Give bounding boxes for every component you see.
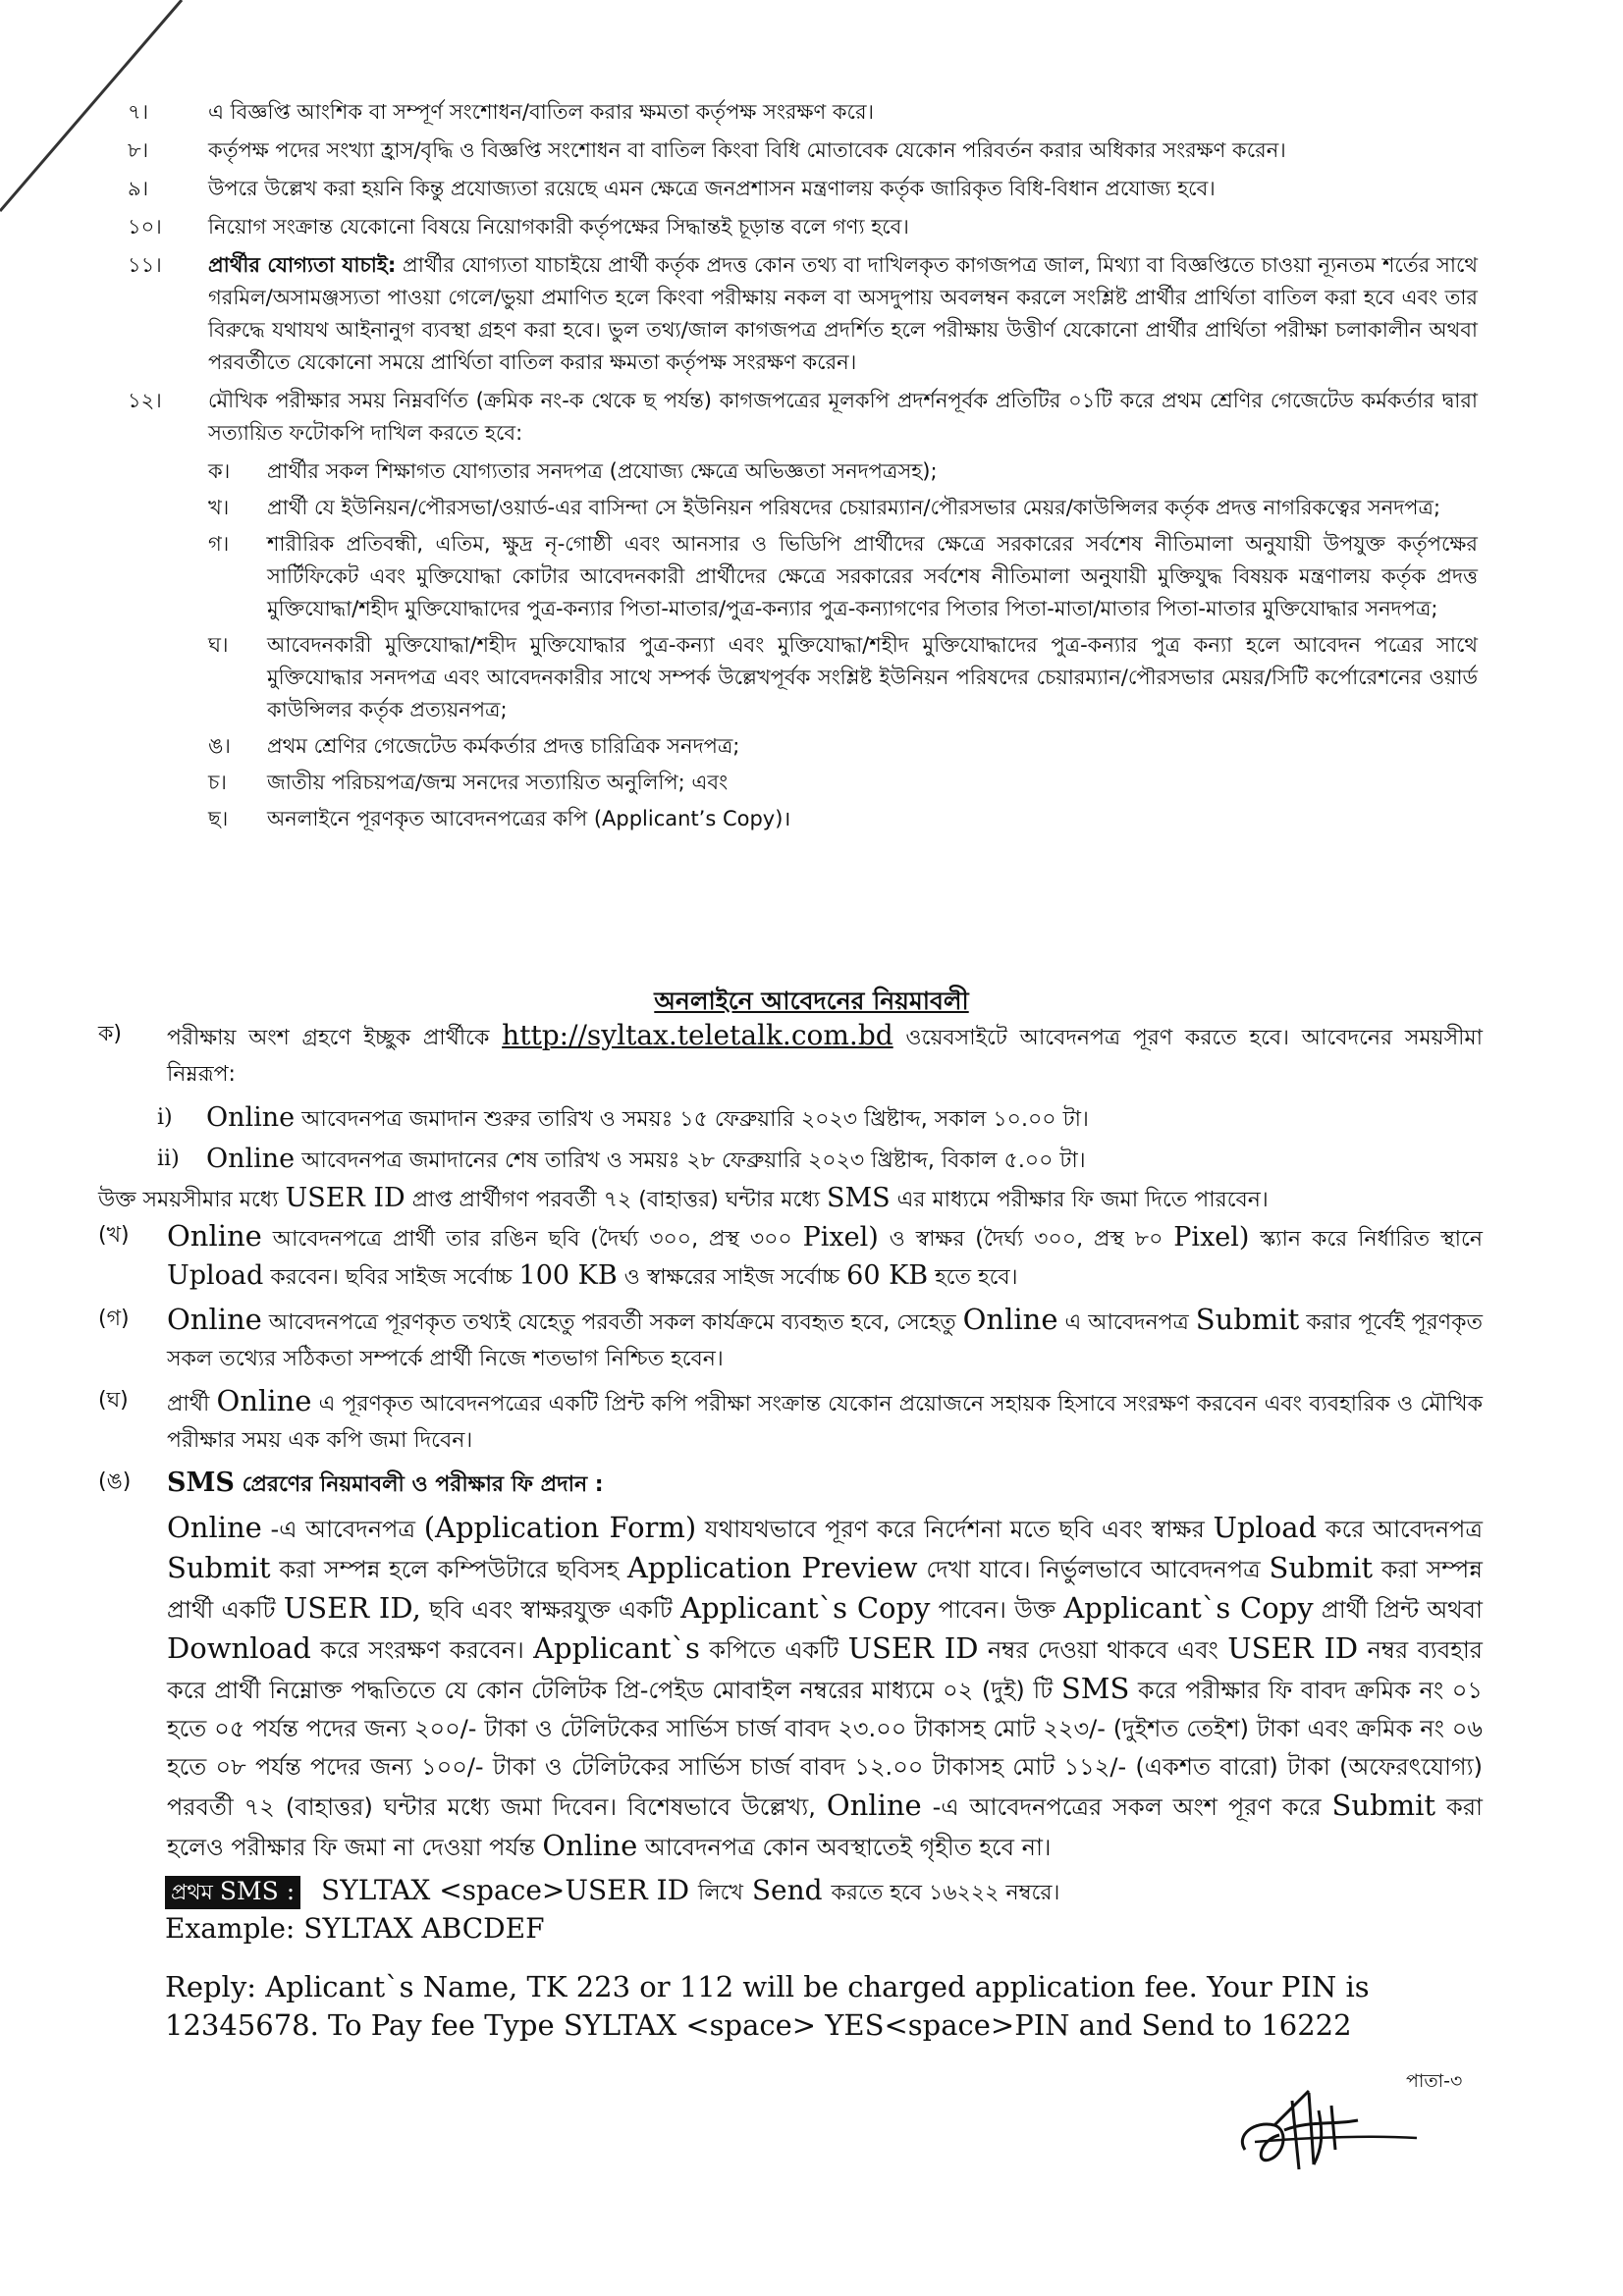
body-part: করা সম্পন্ন প্রার্থী একটি <box>167 1556 1483 1624</box>
item-text: উপরে উল্লেখ করা হয়নি কিন্তু প্রযোজ্যতা রয়েছে এমন ক্ষেত্রে জনপ্রশাসন মন্ত্রণালয় কর্তৃক জারিকৃত বিধি-বিধান প্রযোজ্য হবে। <box>208 177 1216 200</box>
rule-label: (গ) <box>98 1307 130 1331</box>
online-rule-kha <box>98 1218 1483 1296</box>
en-term: Submit <box>1331 1789 1436 1822</box>
sublist-item <box>208 492 1478 524</box>
body-part: দেখা যাবে। নির্ভুলভাবে আবেদনপত্র <box>926 1556 1261 1583</box>
en-term: Upload <box>1213 1511 1318 1544</box>
item-body: প্রার্থীর যোগ্যতা যাচাইয়ে প্রার্থী কর্তৃক প্রদত্ত কোন তথ্য বা দাখিলকৃত কাগজপত্র জাল, মিথ্যা বা বিজ্ঞপ্তিতে চাওয়া ন্যূনতম শর্তের সাথে গরমিল/অসামঞ্জস্যতা পাওয়া গেলে/ভুয়া প্রমাণিত হলে কিংবা পরীক্ষায় নকল বা অসদুপায় অবলম্বন করলে সংশ্লিষ্ট প্রার্থীর প্রার্থিতা বাতিল করা হবে এবং তার বিরুদ্ধে যথাযথ আইনানুগ ব্যবস্থা গ্রহণ করা হবে। ভুল তথ্য/জাল কাগজপত্র প্রদর্শিত হলে পরীক্ষায় উত্তীর্ণ যেকোনো প্রার্থীর প্রার্থিতা পরীক্ষা চলাকালীন অথবা পরবর্তীতে যেকোনো সময়ে প্রার্থিতা বাতিল করার ক্ষমতা কর্তৃপক্ষ সংরক্ষণ করেন। <box>208 253 1478 374</box>
body-part: করা হলেও পরীক্ষার ফি জমা না দেওয়া পর্যন্ত <box>167 1793 1483 1861</box>
note-part: এর মাধ্যমে পরীক্ষার ফি জমা দিতে পারবেন। <box>896 1188 1269 1212</box>
body-part: পাবেন। উক্ত <box>938 1596 1056 1624</box>
en-term: (Application Form) <box>423 1511 697 1544</box>
body-part: করে পরীক্ষার ফি বাবদ ক্রমিক নং ০১ হতে ০৫ পর্যন্ত পদের জন্য ২০০/- টাকা ও টেলিটকের সার্ভিস চার্জ বাবদ ২৩.০০ টাকাসহ মোট ২২৩/- (দুইশত তেইশ) টাকা এবং ক্রমিক নং ০৬ হতে ০৮ পর্যন্ত পদের জন্য ১০০/- টাকা ও টেলিটকের সার্ভিস চার্জ বাবদ ১২.০০ টাকাসহ মোট ১১২/- (একশত বারো) টাকা (অফেরৎযোগ্য) পরবর্তী ৭২ (বাহাত্তর) ঘন্টার মধ্যে জমা দিবেন। বিশেষভাবে উল্লেখ্য, <box>167 1677 1483 1821</box>
en-term: Online <box>206 1144 296 1174</box>
item-number: ১০। <box>128 215 162 239</box>
en-term: Download <box>167 1631 311 1665</box>
rule-text <box>167 1302 1483 1377</box>
sublist-text: আবেদনকারী মুক্তিযোদ্ধা/শহীদ মুক্তিযোদ্ধার পুত্র-কন্যা এবং মুক্তিযোদ্ধা/শহীদ মুক্তিযোদ্ধাদের পুত্র-কন্যার পুত্র কন্যা হলে আবেদন পত্রের সাথে মুক্তিযোদ্ধার সনদপত্র এবং আবেদনকারীর সাথে সম্পর্ক উল্লেখপূর্বক সংশ্লিষ্ট ইউনিয়ন পরিষদের চেয়ারম্যান/পৌরসভার মেয়র/সিটি কর্পোরেশনের ওয়ার্ড কাউন্সিলর কর্তৃক প্রত্যয়নপত্র; <box>267 633 1478 721</box>
en-term: SMS <box>1060 1672 1130 1705</box>
sublist-label: চ। <box>208 771 227 794</box>
body-part: আবেদনপত্র কোন অবস্থাতেই গৃহীত হবে না। <box>644 1834 1052 1861</box>
list-item <box>128 173 1478 205</box>
sublist-text: প্রার্থী যে ইউনিয়ন/পৌরসভা/ওয়ার্ড-এর বাসিন্দা সে ইউনিয়ন পরিষদের চেয়ারম্যান/পৌরসভার মেয়র/কাউন্সিলর কর্তৃক প্রদত্ত নাগরিকত্বের সনদপত্র; <box>267 496 1441 519</box>
deadline-text <box>206 1098 1089 1140</box>
online-section-title-text: অনলাইনে আবেদনের নিয়মাবলী <box>654 987 969 1015</box>
sublist-label: খ। <box>208 496 230 519</box>
en-term: Online <box>216 1384 312 1417</box>
en-term: Submit <box>167 1551 271 1584</box>
sublist-text: অনলাইনে পূরণকৃত আবেদনপত্রের কপি (Applicant’s Copy)। <box>267 807 791 830</box>
body-part: নম্বর দেওয়া থাকবে এবং <box>987 1636 1218 1664</box>
item-number: ১১। <box>128 253 162 277</box>
sublist-item <box>208 767 1478 799</box>
en-term: Online <box>542 1829 638 1862</box>
deadline-label: ii) <box>157 1147 180 1171</box>
deadline-start <box>157 1098 1483 1140</box>
first-sms-instruction <box>165 1873 1490 1911</box>
body-part: করা সম্পন্ন হলে কম্পিউটারে ছবিসহ <box>279 1556 620 1583</box>
deadline-list <box>157 1098 1483 1181</box>
deadline-text-part: আবেদনপত্র জমাদানের শেষ তারিখ ও সময়ঃ ২৮ ফেব্রুয়ারি ২০২৩ খ্রিষ্টাব্দ, বিকাল ৫.০০ টা। <box>301 1148 1086 1173</box>
list-item <box>128 249 1478 379</box>
body-part: প্রার্থী প্রিন্ট অথবা <box>1321 1596 1483 1624</box>
en-term: Online <box>167 1219 262 1253</box>
list-item <box>128 96 1478 129</box>
sublist-item <box>208 803 1478 835</box>
en-term: Submit <box>1195 1303 1300 1336</box>
body-part: করে আবেদনপত্র <box>1325 1516 1483 1543</box>
list-item <box>128 211 1478 243</box>
numbered-list <box>128 96 1478 839</box>
item-text: এ বিজ্ঞপ্তি আংশিক বা সম্পূর্ণ সংশোধন/বাতিল করার ক্ষমতা কর্তৃপক্ষ সংরক্ষণ করে। <box>208 100 875 124</box>
instruction-part: লিখে <box>697 1881 743 1905</box>
rule-text-part: ওয়েবসাইটে আবেদনপত্র পূরণ করতে হবে। আবেদনের সময়সীমা নিম্নরূপ: <box>167 1026 1484 1087</box>
sublist-label: ছ। <box>208 807 229 830</box>
rule-label: (ঘ) <box>98 1388 129 1413</box>
page-number: পাতা-৩ <box>1406 2070 1463 2092</box>
rule-text-part: ও স্বাক্ষর (দৈর্ঘ্য ৩০০, প্রস্থ ৮০ <box>889 1227 1163 1252</box>
document-sublist <box>208 455 1478 835</box>
body-part: ছবি এবং স্বাক্ষরযুক্ত একটি <box>429 1596 673 1624</box>
rule-text <box>167 1383 1483 1459</box>
sublist-label: ক। <box>208 459 231 483</box>
en-term: Applicant`s <box>533 1631 700 1665</box>
item-number: ১২। <box>128 389 162 412</box>
rule-text-part: স্ক্যান করে নির্ধারিত স্থানে <box>1260 1227 1483 1252</box>
sublist-text: প্রথম শ্রেণির গেজেটেড কর্মকর্তার প্রদত্ত চারিত্রিক সনদপত্র; <box>267 734 740 758</box>
en-term: SMS <box>827 1183 891 1213</box>
en-term: Application Preview <box>626 1551 918 1584</box>
sublist-label: ঙ। <box>208 734 231 758</box>
en-term: 100 KB <box>518 1260 618 1291</box>
rule-text-part: করার পূর্বেই পূরণকৃত সকল তথ্যের সঠিকতা সম্পর্কে প্রার্থী নিজে শতভাগ নিশ্চিত হবেন। <box>167 1310 1483 1371</box>
online-rule-gha <box>98 1383 1483 1459</box>
body-part: -এ আবেদনপত্র <box>270 1516 416 1543</box>
rule-label: (খ) <box>98 1223 130 1248</box>
en-term: USER ID <box>1227 1631 1359 1665</box>
rule-text-part: এ আবেদনপত্র <box>1064 1310 1189 1335</box>
sublist-text: প্রার্থীর সকল শিক্ষাগত যোগ্যতার সনদপত্র (প্রযোজ্য ক্ষেত্রে অভিজ্ঞতা সনদপত্রসহ); <box>267 459 938 483</box>
sublist-item <box>208 629 1478 726</box>
sublist-item <box>208 455 1478 488</box>
application-website-link[interactable]: http://syltax.teletalk.com.bd <box>502 1019 893 1051</box>
rule-text-part: ও স্বাক্ষরের সাইজ সর্বোচ্চ <box>623 1265 840 1290</box>
en-term: Send <box>751 1874 823 1906</box>
sublist-item <box>208 730 1478 763</box>
item-number: ৮। <box>128 138 149 162</box>
en-term: USER ID <box>285 1183 406 1213</box>
online-rules <box>98 1017 1483 1867</box>
en-term: 60 KB <box>846 1260 929 1291</box>
rule-text <box>167 1218 1483 1296</box>
sms-rules-heading <box>167 1465 1483 1503</box>
rule-label: (ঙ) <box>98 1469 132 1494</box>
en-term: SMS <box>167 1468 235 1498</box>
rule-text-part: এ পূরণকৃত আবেদনপত্রের একটি প্রিন্ট কপি পরীক্ষা সংক্রান্ত যেকোন প্রয়োজনে সহায়ক হিসাবে সংরক্ষণ করবেন এবং ব্যবহারিক ও মৌখিক পরীক্ষার সময় এক কপি জমা দিবেন। <box>167 1392 1483 1453</box>
sublist-label: গ। <box>208 532 230 556</box>
badge-en: SMS : <box>219 1877 296 1905</box>
en-term: Online <box>826 1789 922 1822</box>
deadline-text-part: আবেদনপত্র জমাদান শুরুর তারিখ ও সময়ঃ ১৫ ফেব্রুয়ারি ২০২৩ খ্রিষ্টাব্দ, সকাল ১০.০০ টা। <box>301 1107 1089 1132</box>
sms-reply-text: Reply: Aplicant`s Name, TK 223 or 112 will be charged application fee. Your PIN is 12345678. To Pay fee Type SYLTAX <space> YES<space>PIN and Send to 16222 <box>165 1970 1370 2042</box>
sms-example: Example: SYLTAX ABCDEF <box>165 1912 545 1945</box>
sublist-item <box>208 528 1478 625</box>
deadline-text <box>206 1140 1086 1181</box>
en-term: Applicant`s Copy <box>680 1591 931 1625</box>
list-item <box>128 385 1478 450</box>
en-term: Online <box>167 1303 262 1336</box>
sublist-label: ঘ। <box>208 633 229 657</box>
body-part: কপিতে একটি <box>709 1636 839 1664</box>
rule-text-part: আবেদনপত্রে প্রার্থী তার রঙিন ছবি (দৈর্ঘ্য ৩০০, প্রস্থ ৩০০ <box>272 1227 792 1252</box>
en-term: USER ID <box>847 1631 979 1665</box>
online-rule-ga <box>98 1302 1483 1377</box>
rule-text-part: হতে হবে। <box>935 1265 1018 1290</box>
en-term: Pixel) <box>1173 1222 1250 1253</box>
rule-label: ক) <box>98 1022 122 1046</box>
first-sms-badge <box>165 1876 300 1909</box>
body-part: -এ আবেদনপত্রের সকল অংশ পূরণ করে <box>932 1793 1322 1821</box>
online-rule-ka <box>98 1017 1483 1093</box>
en-term: Online <box>206 1102 296 1133</box>
en-term: Online <box>962 1303 1058 1336</box>
item-bold-heading: প্রার্থীর যোগ্যতা যাচাই: <box>208 253 397 277</box>
handwritten-signature <box>1216 2081 1432 2189</box>
en-term: Online <box>167 1511 262 1544</box>
item-number: ৯। <box>128 177 149 200</box>
rule-text <box>167 1017 1483 1093</box>
body-part: যথাযথভাবে পূরণ করে নির্দেশনা মতে ছবি এবং স্বাক্ষর <box>704 1516 1205 1543</box>
badge-bn: প্রথম <box>171 1881 213 1905</box>
rule-text-part: করবেন। ছবির সাইজ সর্বোচ্চ <box>270 1265 513 1290</box>
rule-text-part: পরীক্ষায় অংশ গ্রহণে ইচ্ছুক প্রার্থীকে <box>167 1026 490 1050</box>
en-term: Pixel) <box>802 1222 879 1253</box>
sublist-text: শারীরিক প্রতিবন্ধী, এতিম, ক্ষুদ্র নৃ-গোষ্ঠী এবং আনসার ও ভিডিপি প্রার্থীদের ক্ষেত্রে সরকারের সর্বশেষ নীতিমালা অনুযায়ী উপযুক্ত কর্তৃপক্ষের সার্টিফিকেট এবং মুক্তিযোদ্ধা কোটার আবেদনকারী প্রার্থীদের ক্ষেত্রে সরকারের সর্বশেষ নীতিমালা অনুযায়ী মুক্তিযুদ্ধ বিষয়ক মন্ত্রণালয় কর্তৃক প্রদত্ত মুক্তিযোদ্ধা/শহীদ মুক্তিযোদ্ধাদের পুত্র-কন্যার পিতা-মাতার/পুত্র-কন্যার পুত্র-কন্যাগণের পিতার পিতা-মাতা/মাতার পিতা-মাতার মুক্তিযোদ্ধার সনদপত্র; <box>267 532 1478 620</box>
body-part: করে সংরক্ষণ করবেন। <box>320 1636 524 1664</box>
user-id-payment-note <box>98 1181 1483 1218</box>
first-sms-block <box>165 1873 1490 1947</box>
item-text: কর্তৃপক্ষ পদের সংখ্যা হ্রাস/বৃদ্ধি ও বিজ্ঞপ্তি সংশোধন বা বাতিল কিংবা বিধি মোতাবেক যেকোন পরিবর্তন করার অধিকার সংরক্ষণ করেন। <box>208 138 1286 162</box>
note-part: প্রাপ্ত প্রার্থীগণ পরবর্তী ৭২ (বাহাত্তর) ঘন্টার মধ্যে <box>411 1188 820 1212</box>
sms-rules-body <box>167 1509 1483 1867</box>
item-text: মৌখিক পরীক্ষার সময় নিম্নবর্ণিত (ক্রমিক নং-ক থেকে ছ পর্যন্ত) কাগজপত্রের মূলকপি প্রদর্শনপূর্বক প্রতিটির ০১টি করে প্রথম শ্রেণির গেজেটেড কর্মকর্তার দ্বারা সত্যায়িত ফটোকপি দাখিল করতে হবে: <box>208 389 1478 445</box>
item-number: ৭। <box>128 100 149 124</box>
sublist-text: জাতীয় পরিচয়পত্র/জন্ম সনদের সত্যায়িত অনুলিপি; এবং <box>267 771 729 794</box>
sms-command: SYLTAX <space>USER ID <box>321 1874 690 1906</box>
item-text: নিয়োগ সংক্রান্ত যেকোনো বিষয়ে নিয়োগকারী কর্তৃপক্ষের সিদ্ধান্তই চূড়ান্ত বলে গণ্য হবে। <box>208 215 909 239</box>
rule-text-part: প্রার্থী <box>167 1392 210 1416</box>
deadline-label: i) <box>157 1105 173 1130</box>
deadline-end <box>157 1140 1483 1181</box>
heading-text: প্রেরণের নিয়মাবলী ও পরীক্ষার ফি প্রদান : <box>242 1472 604 1497</box>
note-part: উক্ত সময়সীমার মধ্যে <box>98 1188 279 1212</box>
en-term: Submit <box>1269 1551 1374 1584</box>
en-term: USER ID, <box>283 1591 421 1625</box>
rule-text-part: আবেদনপত্রে পূরণকৃত তথ্যই যেহেতু পরবর্তী সকল কার্যক্রমে ব্যবহৃত হবে, সেহেতু <box>268 1310 956 1335</box>
online-rule-uma <box>98 1465 1483 1503</box>
en-term: Upload <box>167 1260 264 1291</box>
body-part: নম্বর ব্যবহার করে প্রার্থী নিম্নোক্ত পদ্ধতিতে যে কোন টেলিটক প্রি-পেইড মোবাইল নম্বরের মাধ্যমে ০২ (দুই) টি <box>167 1636 1483 1704</box>
instruction-part: করতে হবে ১৬২২২ নম্বরে। <box>831 1881 1060 1905</box>
list-item <box>128 134 1478 167</box>
en-term: Applicant`s Copy <box>1063 1591 1314 1625</box>
item-text <box>208 249 1478 379</box>
